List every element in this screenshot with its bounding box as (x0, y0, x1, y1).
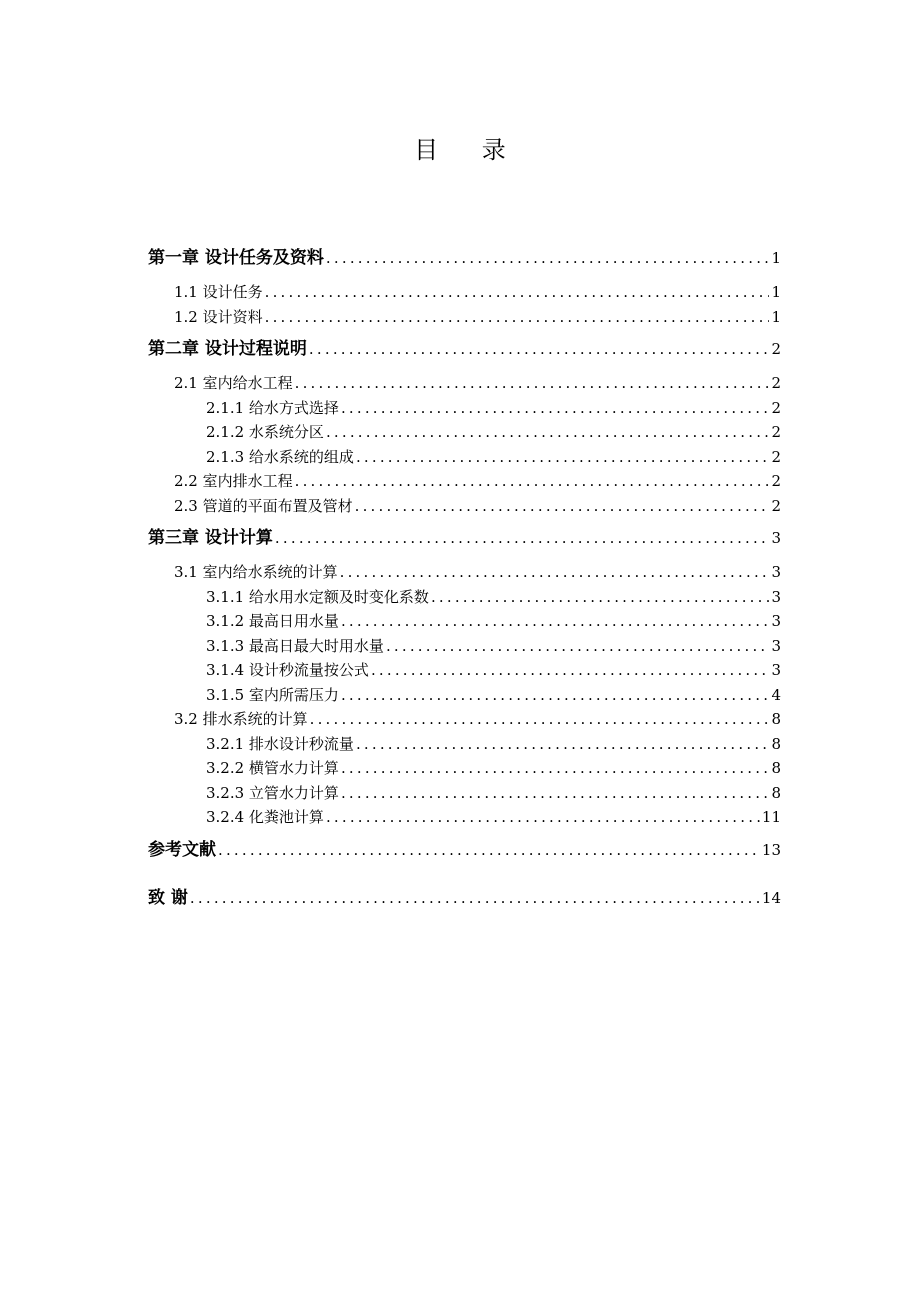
toc-entry-page-number: 2 (771, 496, 781, 515)
toc-entry-page-number: 8 (771, 783, 781, 802)
toc-entry-sub[interactable] (148, 732, 781, 757)
toc-title: 目 录 (414, 136, 524, 164)
toc-entry-section[interactable] (148, 494, 781, 519)
toc-entry-label: 3.1.5 室内所需压力 (206, 685, 339, 704)
toc-entry-sub[interactable] (148, 585, 781, 610)
dot-leader (341, 756, 770, 780)
toc-entry-page-number: 13 (761, 840, 781, 859)
dot-leader (309, 335, 770, 363)
toc-entry-section[interactable] (148, 469, 781, 494)
toc-entry-page-number: 8 (771, 734, 781, 753)
toc-entry-section[interactable] (148, 280, 781, 305)
toc-entry-sub[interactable] (148, 609, 781, 634)
toc-entry-label: 3.2.2 横管水力计算 (206, 759, 339, 777)
dot-leader (295, 469, 770, 493)
toc-entry-page-number: 2 (771, 398, 781, 417)
toc-entry-page-number: 2 (771, 447, 781, 466)
toc-entry-page-number: 8 (771, 710, 781, 728)
toc-entry-chapter[interactable] (148, 335, 781, 371)
toc-entry-label: 第二章 设计过程说明 (148, 339, 307, 359)
toc-entry-page-number: 8 (771, 759, 781, 777)
toc-entry-sub[interactable] (148, 420, 781, 445)
dot-leader (371, 658, 770, 682)
toc-entry-label: 3.2.4 化粪池计算 (206, 808, 324, 826)
toc-entry-chapter[interactable] (148, 884, 781, 920)
toc-entry-page-number: 3 (771, 661, 781, 679)
toc-entry-section[interactable] (148, 305, 781, 330)
dot-leader (265, 280, 770, 304)
toc-entry-sub[interactable] (148, 805, 781, 830)
toc-entry-label: 3.1.1 给水用水定额及时变化系数 (206, 587, 429, 606)
toc-entry-section[interactable] (148, 560, 781, 585)
toc-entry-sub[interactable] (148, 634, 781, 659)
toc-entry-page-number: 11 (761, 808, 781, 826)
toc-entry-label: 1.1 设计任务 (174, 283, 263, 301)
toc-entry-page-number: 4 (771, 685, 781, 704)
dot-leader (326, 244, 770, 272)
toc-entry-label: 1.2 设计资料 (174, 307, 263, 326)
toc-entry-chapter[interactable] (148, 524, 781, 560)
toc-entry-page-number: 2 (771, 340, 781, 358)
toc-entry-page-number: 2 (771, 472, 781, 490)
toc-entry-label: 参考文献 (148, 839, 216, 860)
dot-leader (431, 585, 770, 609)
toc-entry-page-number: 3 (771, 587, 781, 606)
dot-leader (356, 732, 770, 756)
toc-entry-label: 3.2.3 立管水力计算 (206, 783, 339, 802)
toc-entry-page-number: 2 (771, 374, 781, 392)
dot-leader (341, 683, 770, 707)
toc-entry-page-number: 1 (771, 283, 781, 301)
toc-entry-sub[interactable] (148, 396, 781, 421)
toc-spacer (148, 872, 781, 884)
dot-leader (326, 420, 770, 444)
toc-entry-sub[interactable] (148, 658, 781, 683)
dot-leader (218, 836, 760, 864)
toc-entry-label: 2.1.1 给水方式选择 (206, 398, 339, 417)
toc-entry-page-number: 14 (761, 888, 781, 907)
toc-entry-sub[interactable] (148, 756, 781, 781)
toc-entry-label: 2.1 室内给水工程 (174, 374, 293, 392)
toc-entry-page-number: 1 (771, 307, 781, 326)
toc-entry-sub[interactable] (148, 445, 781, 470)
toc-entry-label: 3.2.1 排水设计秒流量 (206, 734, 354, 753)
toc-entry-label: 3.1 室内给水系统的计算 (174, 563, 338, 581)
dot-leader (265, 305, 770, 329)
toc-entry-label: 第一章 设计任务及资料 (148, 248, 324, 268)
toc-entry-page-number: 3 (771, 529, 781, 547)
dot-leader (355, 494, 770, 518)
dot-leader (190, 884, 760, 912)
toc-entry-label: 第三章 设计计算 (148, 528, 273, 548)
toc-entry-section[interactable] (148, 371, 781, 396)
toc-entry-page-number: 3 (771, 612, 781, 630)
dot-leader (340, 560, 770, 584)
dot-leader (326, 805, 760, 829)
dot-leader (275, 524, 770, 552)
toc-entry-label: 致 谢 (148, 887, 188, 908)
toc-entry-label: 2.1.3 给水系统的组成 (206, 447, 354, 466)
dot-leader (386, 634, 770, 658)
toc-entry-chapter[interactable] (148, 244, 781, 280)
toc-entry-label: 2.1.2 水系统分区 (206, 423, 324, 441)
toc-entry-label: 3.1.4 设计秒流量按公式 (206, 661, 369, 679)
toc-entry-label: 3.1.2 最高日用水量 (206, 612, 339, 630)
dot-leader (310, 707, 770, 731)
table-of-contents (148, 244, 781, 920)
dot-leader (341, 609, 770, 633)
toc-entry-section[interactable] (148, 707, 781, 732)
toc-entry-label: 3.2 排水系统的计算 (174, 710, 308, 728)
dot-leader (341, 396, 770, 420)
toc-entry-sub[interactable] (148, 683, 781, 708)
dot-leader (295, 371, 770, 395)
dot-leader (341, 781, 770, 805)
toc-entry-label: 2.3 管道的平面布置及管材 (174, 496, 353, 515)
toc-entry-page-number: 1 (771, 249, 781, 267)
toc-entry-label: 3.1.3 最高日最大时用水量 (206, 636, 384, 655)
toc-entry-page-number: 2 (771, 423, 781, 441)
toc-entry-page-number: 3 (771, 563, 781, 581)
dot-leader (356, 445, 770, 469)
toc-entry-page-number: 3 (771, 636, 781, 655)
toc-entry-chapter[interactable] (148, 836, 781, 872)
toc-entry-label: 2.2 室内排水工程 (174, 472, 293, 490)
toc-entry-sub[interactable] (148, 781, 781, 806)
